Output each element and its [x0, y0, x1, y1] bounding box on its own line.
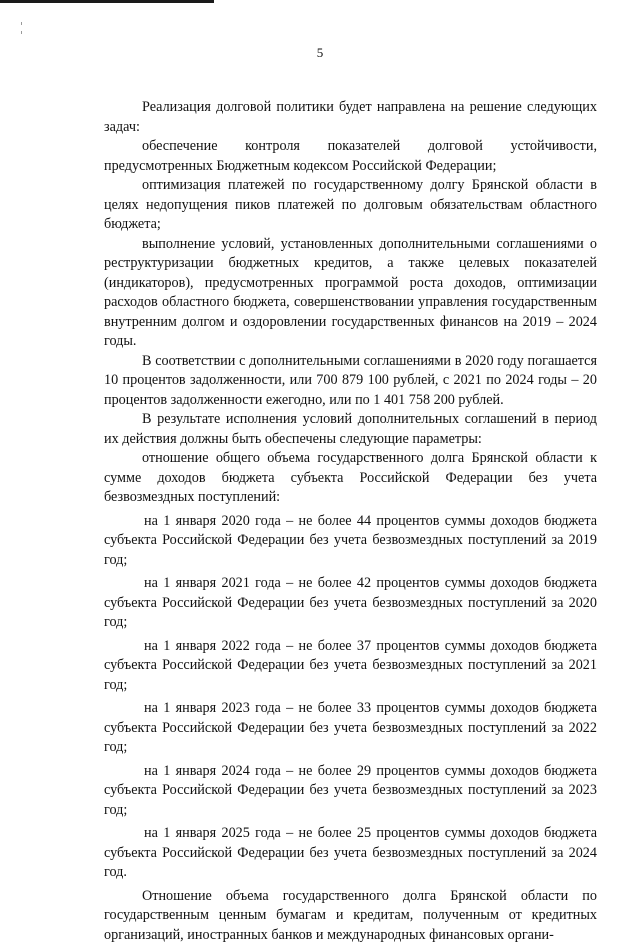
paragraph-limit-2023: на 1 января 2023 года – не более 33 процентов суммы доходов бюджета субъекта Российской Федерации без учета безвозмездных поступлений за 2022 год; — [104, 699, 597, 758]
paragraph-limit-2022: на 1 января 2022 года – не более 37 процентов суммы доходов бюджета субъекта Российской Федерации без учета безвозмездных поступлений за 2021 год; — [104, 637, 597, 696]
paragraph-limit-2021: на 1 января 2021 года – не более 42 процентов суммы доходов бюджета субъекта Российской Федерации без учета безвозмездных поступлений за 2020 год; — [104, 574, 597, 633]
paragraph-intro: Реализация долговой политики будет направлена на решение следующих задач: — [104, 98, 597, 137]
paragraph-task-1: обеспечение контроля показателей долговой устойчивости, предусмотренных Бюджетным кодексом Российской Федерации; — [104, 137, 597, 176]
paragraph-task-2: оптимизация платежей по государственному долгу Брянской области в целях недопущения пиков платежей по долговым обязательствам областного бюджета; — [104, 176, 597, 235]
margin-mark — [21, 31, 22, 34]
paragraph-securities: Отношение объема государственного долга Брянской области по государственным ценным бумагам и кредитам, полученным от кредитных организаций, иностранных банков и международных финансовых органи- — [104, 887, 597, 945]
page-number: 5 — [0, 45, 640, 61]
paragraph-limit-2024: на 1 января 2024 года – не более 29 процентов суммы доходов бюджета субъекта Российской Федерации без учета безвозмездных поступлений за 2023 год; — [104, 762, 597, 821]
paragraph-task-3: выполнение условий, установленных дополнительными соглашениями о реструктуризации бюджетных кредитов, а также целевых показателей (индикаторов), предусмотренных программой роста доходов, оптимизации расходов областного бюджета, совершенствовании управления государственным внутренним долгом и оздоровлении государственных финансов на 2019 – 2024 годы. — [104, 235, 597, 352]
document-body — [104, 98, 597, 945]
paragraph-limit-2025: на 1 января 2025 года – не более 25 процентов суммы доходов бюджета субъекта Российской Федерации без учета безвозмездных поступлений за 2024 год. — [104, 824, 597, 883]
paragraph-repayment: В соответствии с дополнительными соглашениями в 2020 году погашается 10 процентов задолженности, или 700 879 100 рублей, с 2021 по 2024 годы – 20 процентов задолженности ежегодно, или по 1 401 758 200 рублей. — [104, 352, 597, 411]
paragraph-limit-2020: на 1 января 2020 года – не более 44 процентов суммы доходов бюджета субъекта Российской Федерации без учета безвозмездных поступлений за 2019 год; — [104, 512, 597, 571]
top-rule — [0, 0, 214, 3]
margin-mark — [21, 22, 22, 25]
paragraph-ratio: отношение общего объема государственного долга Брянской области к сумме доходов бюджета субъекта Российской Федерации без учета безвозмездных поступлений: — [104, 449, 597, 508]
paragraph-results: В результате исполнения условий дополнительных соглашений в период их действия должны быть обеспечены следующие параметры: — [104, 410, 597, 449]
